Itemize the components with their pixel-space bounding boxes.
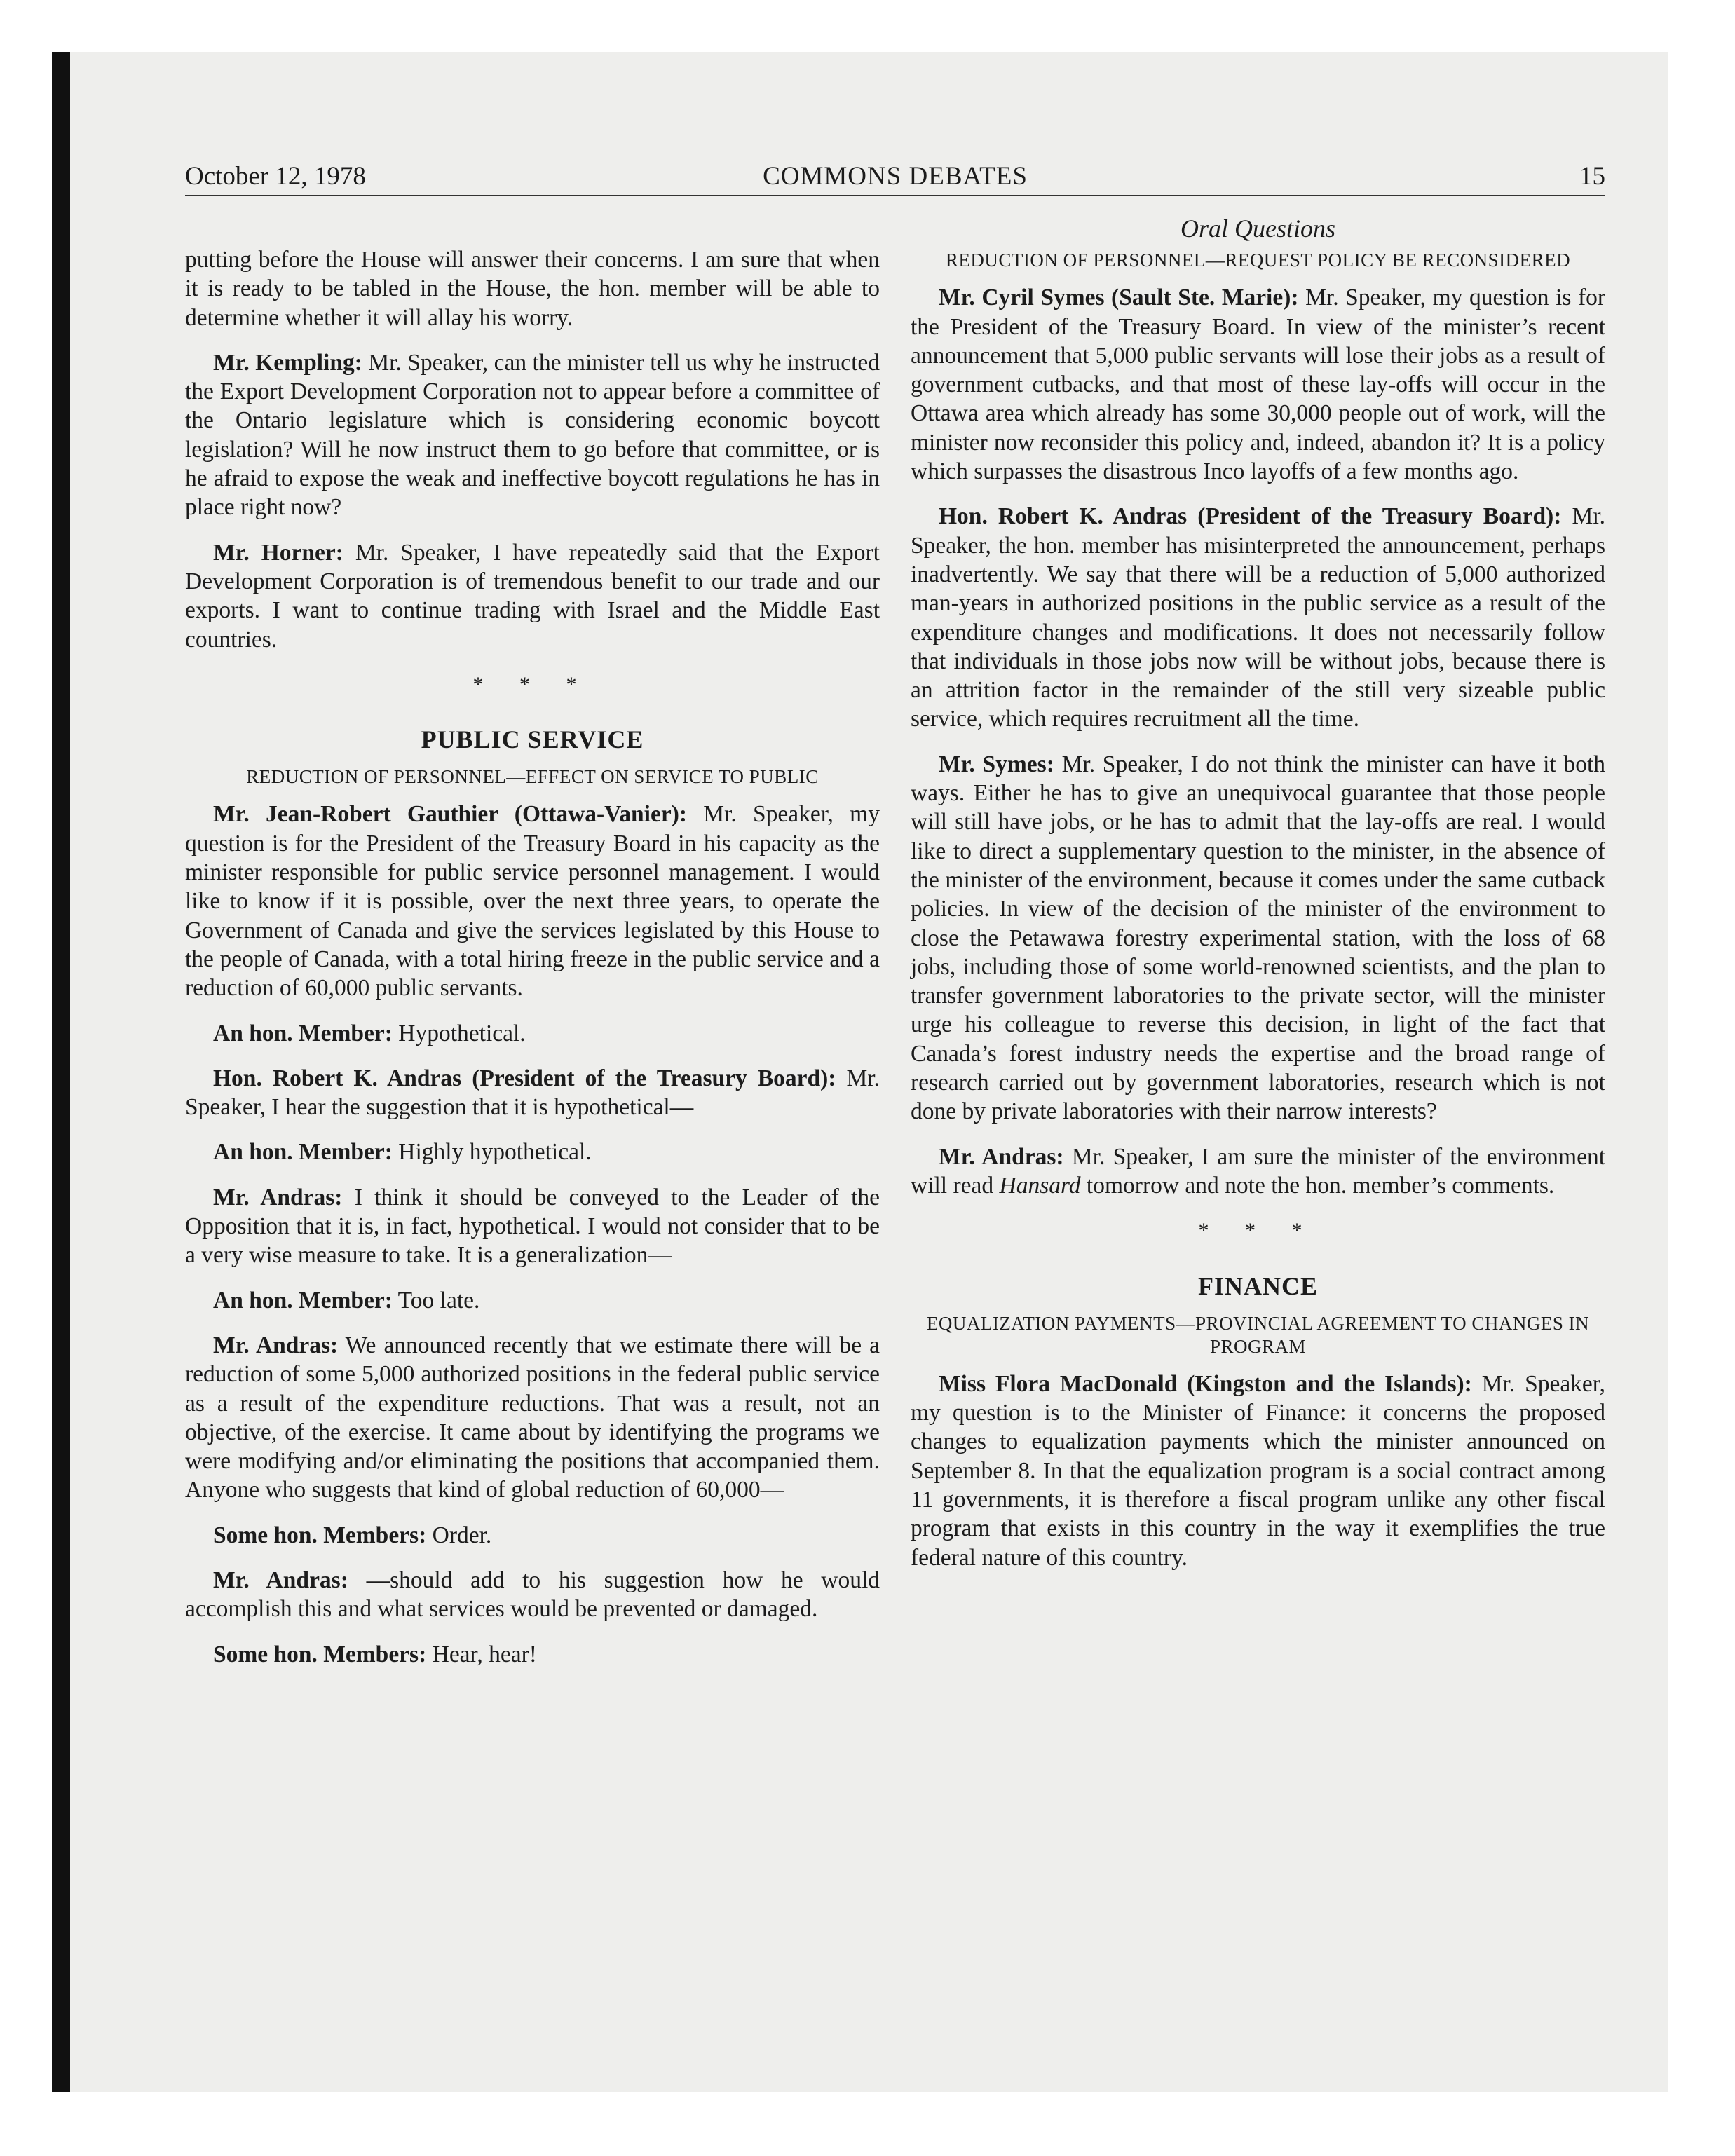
page-header <box>185 158 1605 196</box>
speaker-name: Some hon. Members: <box>213 1641 427 1667</box>
paragraph-text: We announced recently that we estimate there will be a reduction of some 5,000 authorized positions in the federal public service as a result of the expenditure reductions. That was a result, not an objective, of the exercise. It came about by identifying the programs we were modifying and/or eliminating the positions that accompanied them. Anyone who suggests that kind of global reduction of 60,000— <box>185 1332 880 1503</box>
paragraph-text: Hear, hear! <box>426 1641 537 1667</box>
rubric-heading: Oral Questions <box>1180 214 1335 243</box>
paragraph <box>185 1183 880 1270</box>
speaker-name: Hon. Robert K. Andras (President of the Treasury Board): <box>213 1065 836 1091</box>
paragraph <box>185 1138 880 1166</box>
scan-edge-bar <box>52 52 70 2092</box>
header-title: COMMONS DEBATES <box>763 162 1028 191</box>
paragraph <box>911 1142 1605 1201</box>
speaker-name: Hon. Robert K. Andras (President of the Treasury Board): <box>939 503 1562 530</box>
speaker-name: Miss Flora MacDonald (Kingston and the Islands): <box>939 1370 1472 1397</box>
paragraph-text: Mr. Speaker, my question is for the President of the Treasury Board. In view of the minister’s recent announcement that 5,000 public servants will lose their jobs as a result of government cutbacks, and that most of these lay-offs will occur in the Ottawa area which already has some 30,000 people out of work, will the minister now reconsider this policy and, indeed, abandon it? It is a policy which surpasses the disastrous Inco layoffs of a few months ago. <box>911 285 1605 485</box>
paragraph <box>185 1331 880 1505</box>
speaker-name: An hon. Member: <box>213 1287 393 1314</box>
italic-title: Hansard <box>999 1172 1081 1199</box>
section-subtitle: EQUALIZATION PAYMENTS—PROVINCIAL AGREEMENT TO CHANGES IN PROGRAM <box>926 1312 1590 1357</box>
paragraph <box>911 1370 1605 1572</box>
left-column <box>185 245 880 1685</box>
paragraph <box>911 283 1605 486</box>
paragraph <box>911 502 1605 733</box>
speaker-name: Mr. Andras: <box>213 1332 339 1358</box>
speaker-name: An hon. Member: <box>213 1020 393 1046</box>
section-subtitle: REDUCTION OF PERSONNEL—REQUEST POLICY BE RECONSIDERED <box>945 250 1571 271</box>
paragraph-text: Hypothetical. <box>392 1020 526 1046</box>
speaker-name: Mr. Cyril Symes (Sault Ste. Marie): <box>939 285 1299 311</box>
speaker-name: Mr. Symes: <box>939 751 1054 777</box>
paragraph-text: Mr. Speaker, I am sure the minister of the environment will read <box>911 1143 1605 1199</box>
paragraph-text: Too late. <box>392 1287 480 1314</box>
paragraph-text: Mr. Speaker, I have repeatedly said that the Export Development Corporation is of tremendous benefit to our trade and our exports. I want to continue trading with Israel and the Middle East countries. <box>185 539 880 653</box>
paragraph-text: I think it should be conveyed to the Leader of the Opposition that it is, in fact, hypothetical. I would not consider that to be a very wise measure to take. It is a generalization— <box>185 1184 880 1269</box>
speaker-name: Some hon. Members: <box>213 1522 427 1548</box>
speaker-name: An hon. Member: <box>213 1139 393 1166</box>
paragraph-text: tomorrow and note the hon. member’s comments. <box>1080 1172 1555 1199</box>
section-title: PUBLIC SERVICE <box>421 725 644 754</box>
speaker-name: Mr. Andras: <box>939 1143 1064 1170</box>
paragraph <box>185 245 880 332</box>
paragraph <box>185 348 880 522</box>
paragraph <box>185 1521 880 1550</box>
paragraph-text: Order. <box>426 1522 492 1548</box>
header-page-number: 15 <box>1579 162 1605 191</box>
paragraph-text: Mr. Speaker, the hon. member has misinterpreted the announcement, perhaps inadvertently. We say that there will be a reduction of 5,000 authorized man-years in authorized positions in the public service as a result of the expenditure changes and modifications. It does not necessarily follow that individuals in those jobs now will be without jobs, because there is an attrition factor in the remainder of the still very sizeable public service, which requires recruitment all the time. <box>911 503 1605 732</box>
paragraph <box>185 1019 880 1048</box>
section-title: FINANCE <box>1197 1271 1318 1300</box>
section-separator: * * * <box>472 672 592 696</box>
right-column <box>911 214 1605 1588</box>
speaker-name: Mr. Andras: <box>213 1567 348 1593</box>
paragraph-text: Highly hypothetical. <box>392 1139 592 1166</box>
paragraph-text: putting before the House will answer their concerns. I am sure that when it is ready to be tabled in the House, the hon. member will be able to determine whether it will allay his worry. <box>185 247 880 331</box>
paragraph-text: Mr. Speaker, I do not think the minister can have it both ways. Either he has to give an unequivocal guarantee that those people will still have jobs, or he has to admit that the lay-offs are real. I would like to direct a supplementary question to the minister, in the absence of the minister of the environment, because it comes under the same cutback policies. In view of the decision of the minister of the environment to close the Petawawa forestry experimental station, with the loss of 68 jobs, including those of some world-renowned scientists, and the plan to transfer government laboratories to the private sector, will the minister urge his colleague to reverse this decision, in light of the fact that Canada’s forest industry needs the expertise and the broad range of research carried out by government laboratories, research which is not done by private laboratories with their narrow interests? <box>911 751 1605 1125</box>
paragraph <box>911 750 1605 1126</box>
paragraph <box>185 1286 880 1315</box>
paragraph <box>185 800 880 1002</box>
section-separator: * * * <box>1198 1219 1318 1243</box>
paragraph-text: Mr. Speaker, my question is for the President of the Treasury Board in his capacity as the minister responsible for public service personnel management. I would like to know if it is possible, over the next three years, to operate the Government of Canada and give the services legislated by this House to the people of Canada, with a total hiring freeze in the public service and a reduction of 60,000 public servants. <box>185 801 880 1002</box>
speaker-name: Mr. Andras: <box>213 1184 343 1210</box>
speaker-name: Mr. Kempling: <box>213 349 362 376</box>
paragraph <box>185 1064 880 1122</box>
paragraph-text: Mr. Speaker, I hear the suggestion that it is hypothetical— <box>185 1065 880 1121</box>
paragraph <box>185 1566 880 1624</box>
header-date: October 12, 1978 <box>185 162 366 191</box>
paragraph <box>185 1640 880 1669</box>
speaker-name: Mr. Horner: <box>213 539 343 566</box>
section-subtitle: REDUCTION OF PERSONNEL—EFFECT ON SERVICE TO PUBLIC <box>246 766 819 788</box>
paragraph <box>185 538 880 654</box>
speaker-name: Mr. Jean-Robert Gauthier (Ottawa-Vanier): <box>213 801 688 828</box>
paragraph-text: —should add to his suggestion how he would accomplish this and what services would be prevented or damaged. <box>185 1567 880 1623</box>
paragraph-text: Mr. Speaker, can the minister tell us why he instructed the Export Development Corporation not to appear before a committee of the Ontario legislature which is considering economic boycott legislation? Will he now instruct them to go before that committee, or is he afraid to expose the weak and ineffective boycott regulations he has in place right now? <box>185 349 880 521</box>
paragraph-text: Mr. Speaker, my question is to the Minister of Finance: it concerns the proposed changes to equalization payments which the minister announced on September 8. In that the equalization program is a social contract among 11 governments, it is therefore a fiscal program unlike any other fiscal program that exists in this country in the way it exemplifies the true federal nature of this country. <box>911 1370 1605 1571</box>
